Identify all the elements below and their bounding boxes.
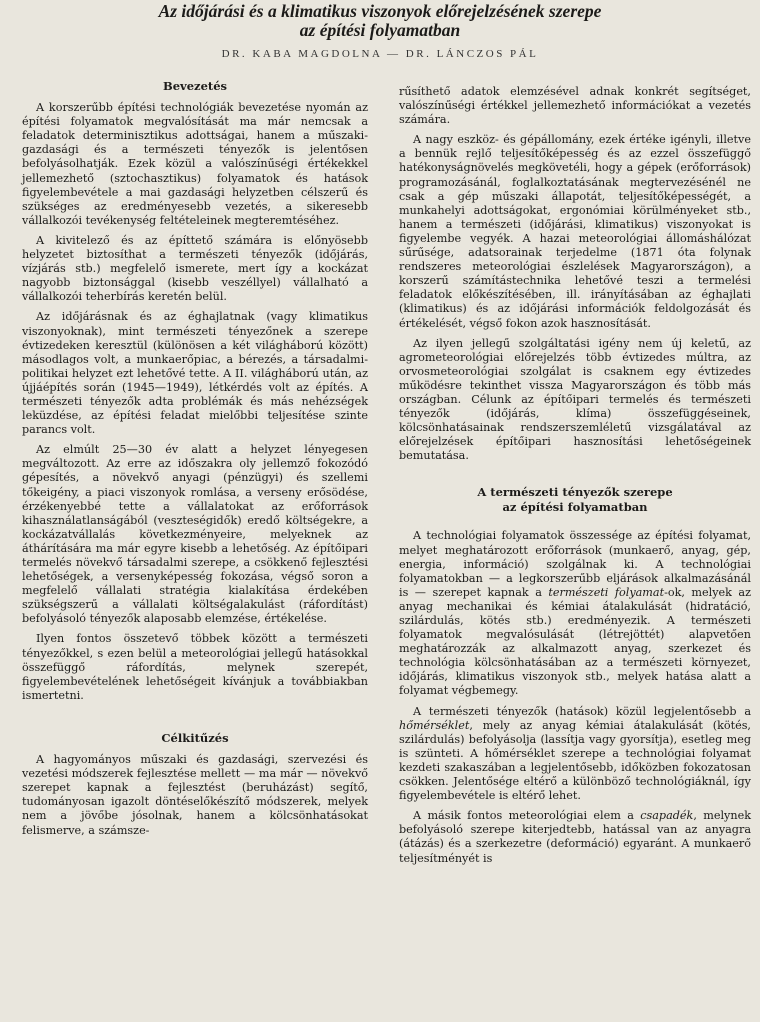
paragraph: Az elmúlt 25—30 év alatt a helyzet lényegesen megváltozott. Az erre az időszakra oly jellemző fokozódó gépesítés, a növekvő anyagi (pénzügyi) és szellemi tőkeigény, a piaci viszonyok romlása, a verseny erősödése, érzékenyebbé tette a vállalatokat az erőforrások kihasználatlanságából (veszteségidők) eredő költségekre, a kockázatvállalás következményeire, melyeknek az áthárítására ma már egyre kisebb a lehetőség. Az építőipari termelés növekvő társadalmi szerepe, a csökkenő fejlesztési lehetőségek, a versenyképesség fokozása, végső soron a megfelelő vállalati stratégia kialakítása érdekében szükségszerű a vállalati költségalakulást (ráfordítást) befolyásoló tényezők alaposabb elemzése, értékelése. xyxy=(22,443,368,626)
article-authors: DR. KABA MAGDOLNA — DR. LÁNCZOS PÁL xyxy=(221,48,539,60)
paragraph: A korszerűbb építési technológiák bevezetése nyomán az építési folyamatok megvalósítását ma már nemcsak a feladatok determinisztikus adottságai, hanem a műszaki-gazdasági és a természeti tényezők is jelentősen befolyásolhatják. Ezek közül a valószínűségi értékekkel jellemezhető (sztochasztikus) folyamatok és hatások figyelembevétele a mai gazdasági helyzetben célszerű és szükséges az eredményesebb vezetés, a sikeresebb vállalkozói tevékenység feltételeinek megteremtéséhez. xyxy=(22,101,368,227)
article-title xyxy=(0,2,760,40)
paragraph: Az ilyen jellegű szolgáltatási igény nem új keletű, az agrometeorológiai előrejelzés több évtizedes múltra, az orvosmeteorológiai szolgálat is csaknem egy évtizedes működésre tekinthet vissza Magyarországon és több más országban. Célunk az építőipari termelés és természeti tényezők (időjárás, klíma) összefüggéseinek, kölcsönhatásainak rendszerszemléletű vizsgálatával az előrejelzések építőipari hasznosítási lehetőségeinek bemutatása. xyxy=(399,336,751,463)
emphasis-term: természeti folyamat xyxy=(548,585,665,599)
paragraph: A kivitelező és az építtető számára is előnyösebb helyzetet biztosíthat a természeti tényezők (időjárás, vízjárás stb.) megfelelő ismerete, mert így a kockázat nagyobb biztonsággal (kisebb veszéllyel) vállalható a vállalkozói teherbírás keretén belül. xyxy=(22,233,368,304)
paragraph: A természeti tényezők (hatások) közül legjelentősebb a hőmérséklet, mely az anyag kémiai átalakulását (kötés, szilárdulás) befolyásolja (lassítja vagy gyorsítja), esetleg meg is szünteti. A hőmérséklet szerepe a technológiai folyamat kezdeti szakaszában a legjelentősebb, időközben fokozatosan csökken. Jelentősége eltérő a különböző technológiáknál, így figyelembevétele is eltérő lehet. xyxy=(399,704,751,803)
paragraph: A nagy eszköz- és gépállomány, ezek értéke igényli, illetve a bennük rejlő teljesítőképesség és az ezzel összefüggő hatékonyságnövelés megkövetéli, hogy a gépek (erőforrások) programozásánál, foglalkoztatásának megtervezésénél ne csak a gép műszaki állapotát, teljesítőképességét, a munkahelyi adottságokat, ergonómiai körülményeket stb., hanem a természeti (időjárási, klimatikus) viszonyokat is figyelembe vegyék. A hazai meteorológiai állomáshálózat sűrűsége, adatsorainak terjedelme (1871 óta folynak rendszeres meteorológiai észlelések Magyarországon), a korszerű számítástechnika lehetővé teszi a termelési feladatok előkészítésében, ill. irányításában az éghajlati (klimatikus) és az időjárási információk feldolgozását és értékelését, végső fokon azok hasznosítását. xyxy=(399,133,751,330)
heading-line-2: az építési folyamatban xyxy=(502,500,648,515)
paragraph: rűsíthető adatok elemzésével adnak konkrét segítséget, valószínűségi értékkel jellemezhető információkat a vezetés számára. xyxy=(399,85,751,127)
paragraph: A hagyományos műszaki és gazdasági, szervezési és vezetési módszerek fejlesztése mellett — ma már — növekvő szerepet kapnak a fejlesztést (beruházást) segítő, tudományosan igazolt döntéselőkészítő módszerek, melyek nem a jövőbe jósolnak, hanem a kölcsönhatásokat felismerve, a számsze- xyxy=(22,753,368,837)
left-column xyxy=(22,75,368,844)
emphasis-term: csapadék xyxy=(640,809,694,823)
paragraph: Az időjárásnak és az éghajlatnak (vagy klimatikus viszonyoknak), mint természeti tényezőnek a szerepe évtizedeken keresztül (különösen a két világháború között) másodlagos volt, a munkaerőpiac, a bérezés, a társadalmi-politikai helyzet ezt lehetővé tette. A II. világháború után, az újjáépítés során (1945—1949), létkérdés volt az építés. A természeti tényezők adta problémák és más nehézségek leküzdése, az építési feladat mielőbbi teljesítése szinte parancs volt. xyxy=(22,310,368,437)
heading-bevezetes: Bevezetés xyxy=(163,79,227,93)
heading-termeszeti-tenyezok xyxy=(399,485,751,515)
paragraph: Ilyen fontos összetevő többek között a természeti tényezőkkel, s ezen belül a meteorológiai jellegű hatásokkal összefüggő ráfordítás, melynek szerepét, figyelembevételének lehetőségeit kívánjuk a továbbiakban ismertetni. xyxy=(22,632,368,702)
right-column xyxy=(399,85,751,872)
paragraph: A másik fontos meteorológiai elem a csapadék, melynek befolyásoló szerepe kiterjedtebb, hatással van az anyagra (átázás) és a szerkezetre (deformáció) egyaránt. A munkaerő teljesítményét is xyxy=(399,809,751,865)
paragraph: A technológiai folyamatok összessége az építési folyamat, melyet meghatározott erőforrások (munkaerő, anyag, gép, energia, információ) szolgálnak ki. A technológiai folyamatokban — a legkorszerűbb eljárások alkalmazásánál is — szerepet kapnak a természeti folyamat-ok, melyek az anyag mechanikai és kémiai átalakulását (hidratáció, szilárdulás, kötés stb.) eredményezik. A természeti folyamatok megvalósulását (létrejöttét) alapvetően meghatározzák az alkalmazott anyag, szerkezet és technológia kölcsönhatásában az a természeti környezet, időjárás, klimatikus viszonyok stb., melyek hatása alatt a folyamat végbemegy. xyxy=(399,529,751,698)
article-title-line-2: az építési folyamatban xyxy=(299,20,461,40)
heading-celkituzes: Célkitűzés xyxy=(161,730,229,745)
heading-line-1: A természeti tényezők szerepe xyxy=(477,485,673,500)
emphasis-term: hőmérséklet xyxy=(399,718,470,732)
article-title-line-1: Az időjárási és a klimatikus viszonyok előrejelzésének szerepe xyxy=(158,1,602,21)
